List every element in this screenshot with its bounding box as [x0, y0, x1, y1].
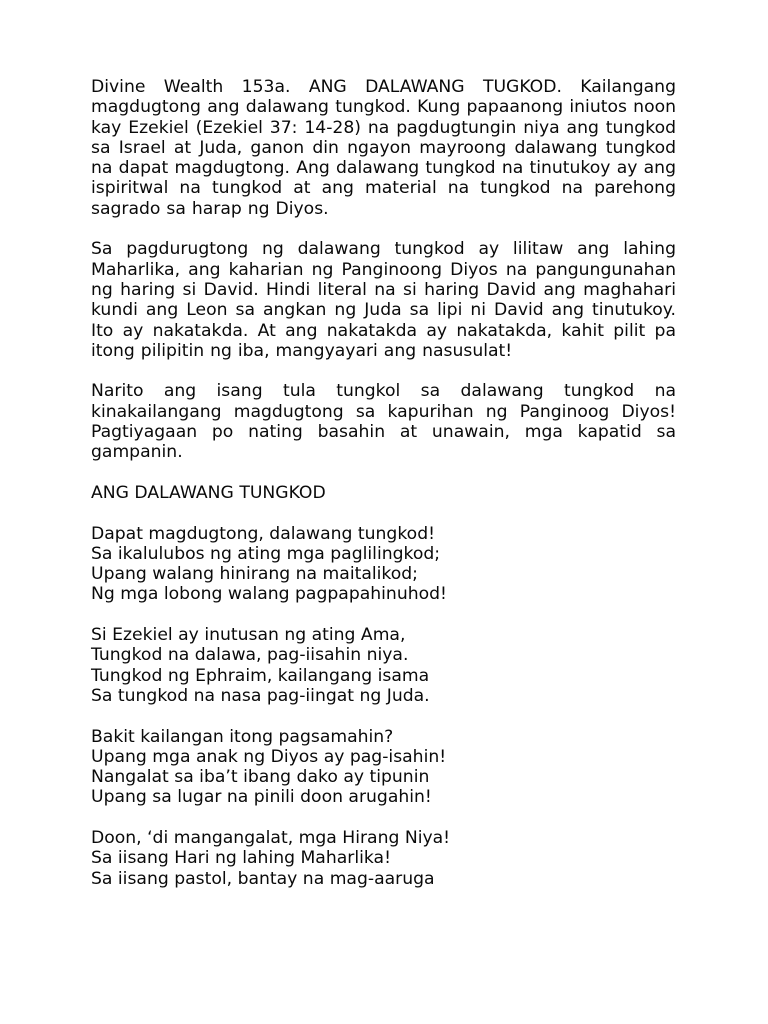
- verse-line: Upang walang hinirang na maitalikod;: [91, 564, 418, 585]
- verse-line: Sa iisang pastol, bantay na mag-aaruga: [91, 868, 435, 889]
- poem-stanza: [91, 625, 676, 706]
- poem-stanza: [91, 828, 676, 889]
- verse-line: Nangalat sa iba’t ibang dako ay tipunin: [91, 767, 430, 788]
- verse-line: Ng mga lobong walang pagpapahinuhod!: [91, 584, 447, 605]
- verse-line: Sa iisang Hari ng lahing Maharlika!: [91, 848, 391, 869]
- poem-stanza: [91, 727, 676, 808]
- body-paragraph: Sa pagdurugtong ng dalawang tungkod ay lilitaw ang lahing Maharlika, ang kaharian ng Panginoong Diyos na pangungunahan ng haring si David. Hindi literal na si haring David ang maghahari kundi ang Leon sa angkan ng Juda sa lipi ni David ang tinutukoy. Ito ay nakatakda. At ang nakatakda ay nakatakda, kahit pilit pa itong pilipitin ng iba, mangyayari ang nasusulat!: [91, 239, 676, 361]
- verse-line: Bakit kailangan itong pagsamahin?: [91, 726, 394, 747]
- verse-line: Dapat magdugtong, dalawang tungkod!: [91, 523, 435, 544]
- document-page: [91, 77, 676, 909]
- poem-title: ANG DALAWANG TUNGKOD: [91, 482, 326, 503]
- verse-line: Upang sa lugar na pinili doon arugahin!: [91, 787, 432, 808]
- verse-line: Sa ikalulubos ng ating mga paglilingkod;: [91, 543, 441, 564]
- verse-line: Sa tungkod na nasa pag-iingat ng Juda.: [91, 685, 430, 706]
- verse-line: Si Ezekiel ay inutusan ng ating Ama,: [91, 625, 406, 646]
- body-paragraph: Narito ang isang tula tungkol sa dalawang tungkod na kinakailangang magdugtong sa kapurihan ng Panginoog Diyos! Pagtiyagaan po nating basahin at unawain, mga kapatid sa gampanin.: [91, 381, 676, 463]
- verse-line: Tungkod ng Ephraim, kailangang isama: [91, 665, 430, 686]
- verse-line: Doon, ‘di mangangalat, mga Hirang Niya!: [91, 827, 451, 848]
- intro-paragraph: Divine Wealth 153a. ANG DALAWANG TUGKOD. Kailangang magdugtong ang dalawang tungkod. Kung papaanong iniutos noon kay Ezekiel (Ezekiel 37: 14-28) na pagdugtungin niya ang tungkod sa Israel at Juda, ganon din ngayon mayroong dalawang tungkod na dapat magdugtong. Ang dalawang tungkod na tinutukoy ay ang ispiritwal na tungkod at ang material na tungkod na parehong sagrado sa harap ng Diyos.: [91, 77, 676, 219]
- verse-line: Upang mga anak ng Diyos ay pag-isahin!: [91, 746, 447, 767]
- poem-stanza: [91, 524, 676, 605]
- verse-line: Tungkod na dalawa, pag-iisahin niya.: [91, 645, 409, 666]
